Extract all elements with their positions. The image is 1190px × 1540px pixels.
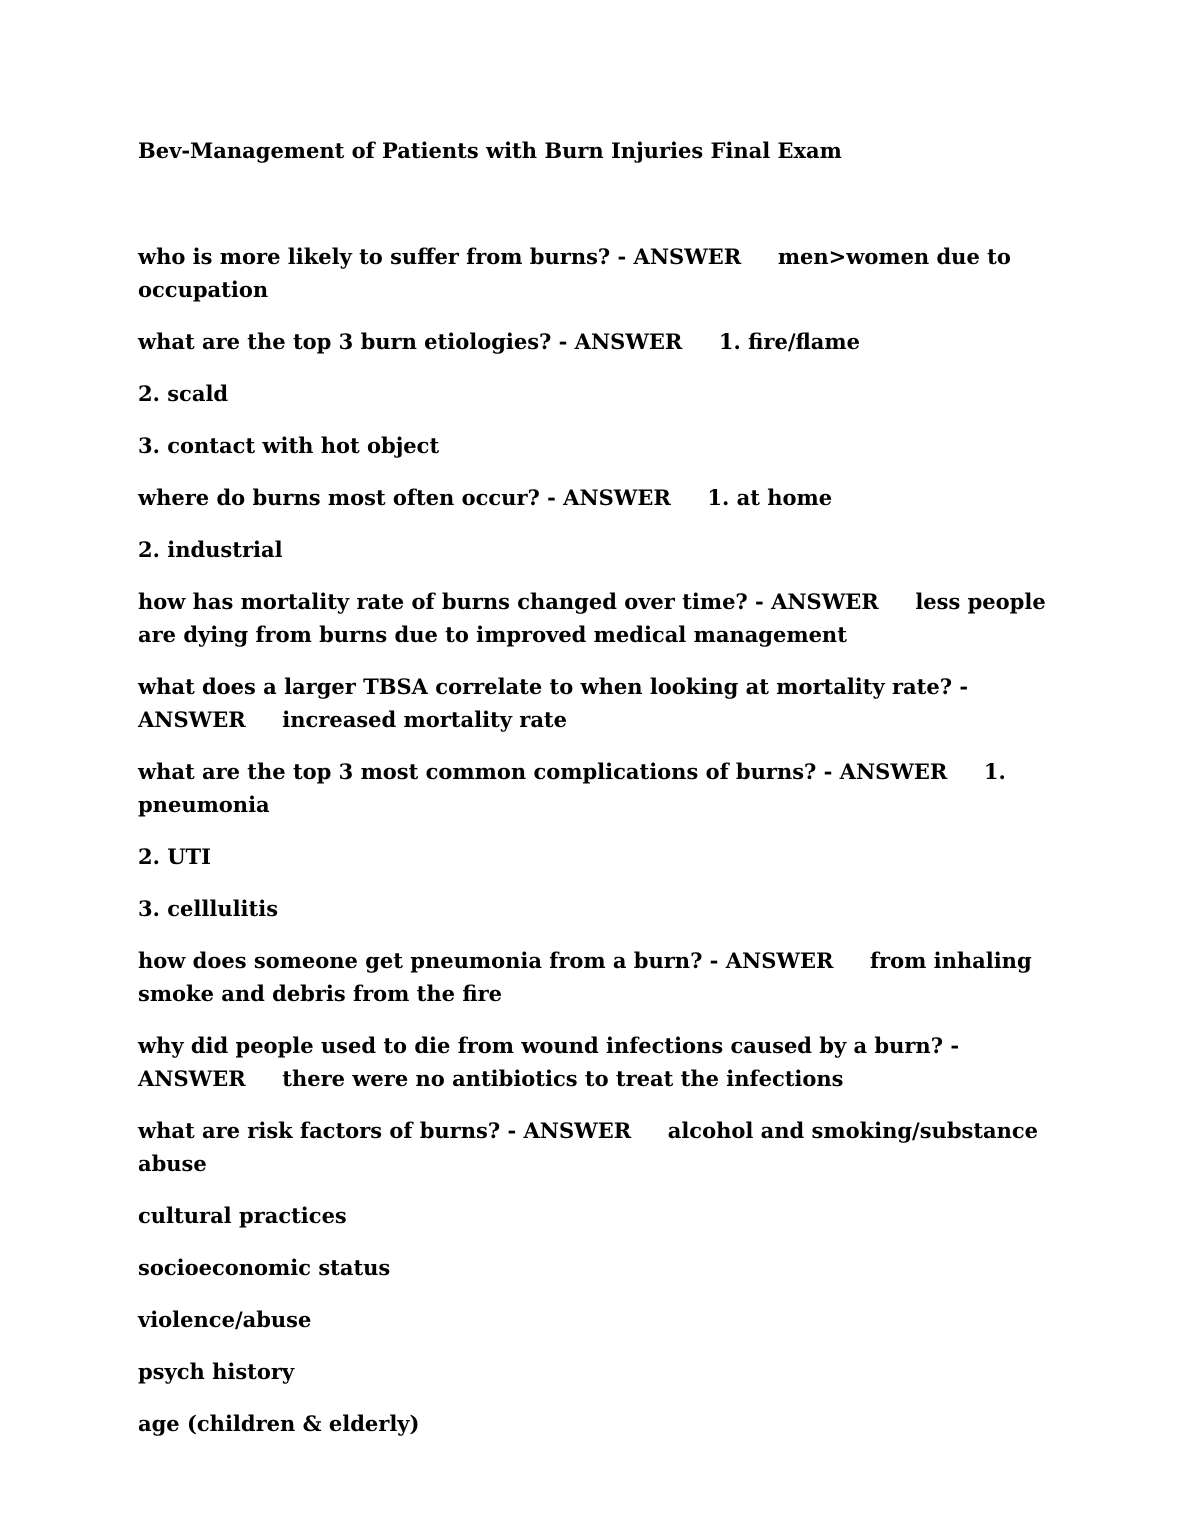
- paragraph-7: how has mortality rate of burns changed over time? - ANSWER less people are dying from burns due to improved medical management: [138, 589, 1053, 647]
- paragraph-10: 2. UTI: [138, 844, 211, 869]
- paragraph-4: 3. contact with hot object: [138, 433, 440, 458]
- paragraph-1: who is more likely to suffer from burns? - ANSWER men>women due to occupation: [138, 244, 1019, 302]
- paragraph-5: where do burns most often occur? - ANSWER 1. at home: [138, 485, 833, 510]
- paragraph-2: what are the top 3 burn etiologies? - ANSWER 1. fire/flame: [138, 329, 860, 354]
- paragraph-9: what are the top 3 most common complications of burns? - ANSWER 1. pneumonia: [138, 759, 1014, 817]
- paragraph-12: how does someone get pneumonia from a burn? - ANSWER from inhaling smoke and debris from the fire: [138, 948, 1039, 1006]
- document-title: Bev-Management of Patients with Burn Injuries Final Exam: [138, 138, 842, 163]
- paragraph-13: why did people used to die from wound infections caused by a burn? - ANSWER there were no antibiotics to treat the infections: [138, 1033, 967, 1091]
- paragraph-6: 2. industrial: [138, 537, 283, 562]
- paragraph-16: socioeconomic status: [138, 1255, 391, 1280]
- paragraph-18: psych history: [138, 1359, 295, 1384]
- paragraph-11: 3. celllulitis: [138, 896, 279, 921]
- paragraph-8: what does a larger TBSA correlate to when looking at mortality rate? - ANSWER increased mortality rate: [138, 674, 976, 732]
- document-body: [138, 240, 1058, 1459]
- paragraph-15: cultural practices: [138, 1203, 347, 1228]
- paragraph-14: what are risk factors of burns? - ANSWER alcohol and smoking/substance abuse: [138, 1118, 1046, 1176]
- paragraph-17: violence/abuse: [138, 1307, 312, 1332]
- paragraph-3: 2. scald: [138, 381, 229, 406]
- paragraph-19: age (children & elderly): [138, 1411, 420, 1436]
